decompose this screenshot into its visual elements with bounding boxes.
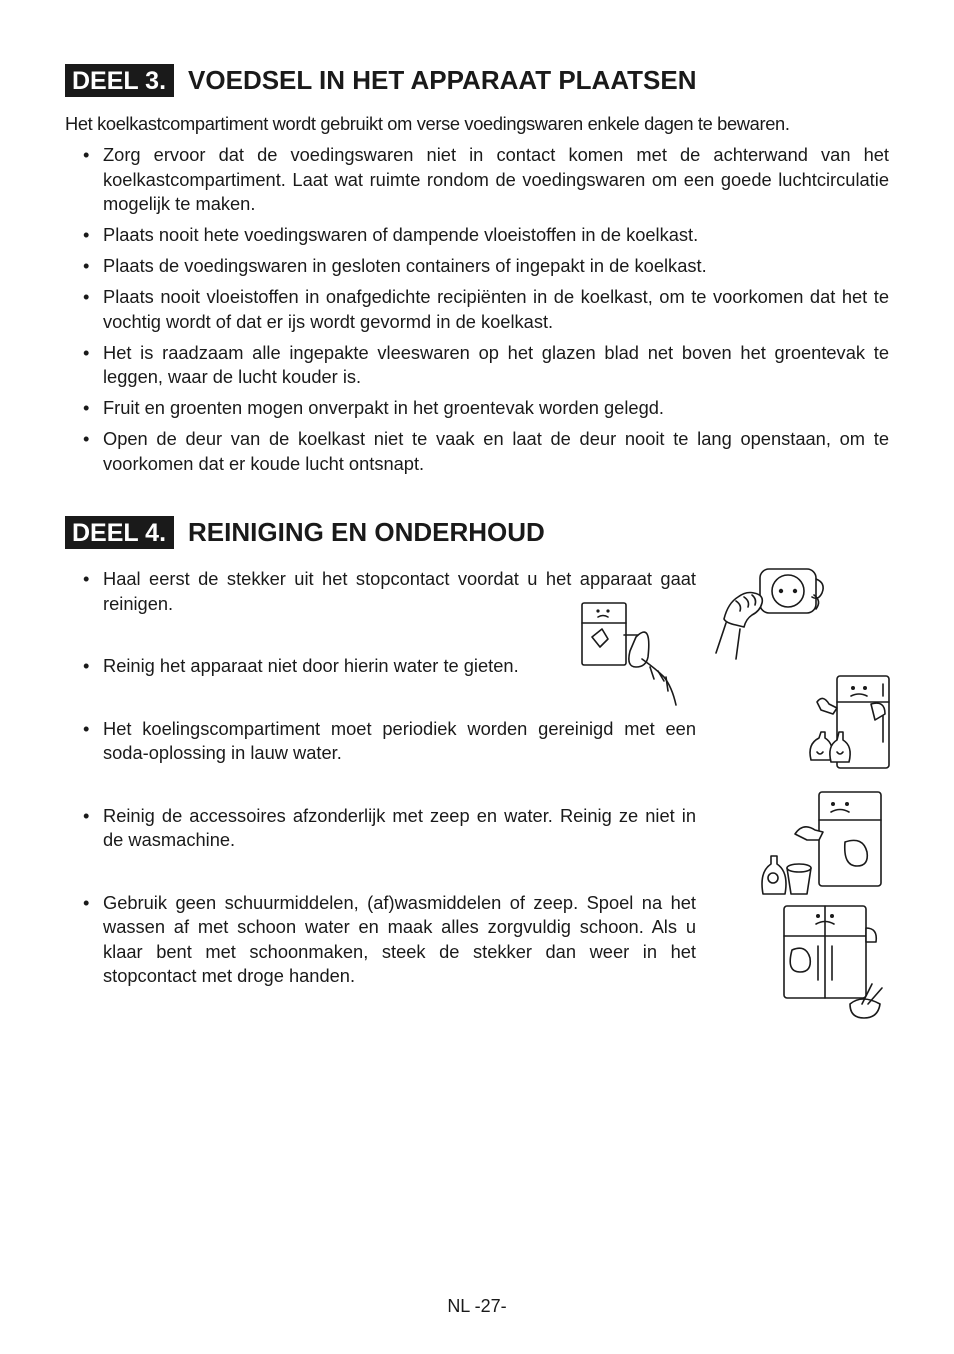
section-3-badge: DEEL 3.	[65, 64, 174, 97]
unplug-illustration	[712, 565, 834, 661]
list-item-text: Gebruik geen schuurmiddelen, (af)wasmiddelen of zeep. Spoel na het wassen af met schoon water en maak alles zorgvuldig schoon. Als u klaar bent met schoonmaken, steek de stekker dan weer in het stopcontact met droge handen.	[103, 891, 696, 986]
bullet-icon: •	[83, 397, 90, 418]
fridge-wash-illustration	[757, 790, 885, 900]
bullet-icon: •	[83, 655, 90, 676]
bullet-icon: •	[83, 144, 90, 165]
list-item-text: Plaats de voedingswaren in gesloten containers of ingepakt in de koelkast.	[103, 255, 707, 276]
list-item-text: Plaats nooit vloeistoffen in onafgedichte recipiënten in de koelkast, om te voorkomen dat het te vochtig wordt of dat er ijs wordt gevormd in de koelkast.	[103, 286, 889, 332]
fridge-dry-illustration	[778, 900, 896, 1022]
list-item	[65, 223, 889, 248]
list-item	[65, 254, 889, 279]
bullet-icon: •	[83, 804, 90, 826]
bullet-icon: •	[83, 286, 90, 307]
list-item-text: Open de deur van de koelkast niet te vaak en laat de deur nooit te lang openstaan, om te voorkomen dat er koude lucht ontsnapt.	[103, 428, 889, 474]
list-item	[65, 804, 696, 853]
list-item	[65, 143, 889, 217]
page-number: NL -27-	[447, 1296, 507, 1316]
section-4-badge: DEEL 4.	[65, 516, 174, 549]
section-3-heading	[65, 64, 697, 97]
section-3-intro: Het koelkastcompartiment wordt gebruikt om verse voedingswaren enkele dagen te bewaren.	[65, 113, 790, 134]
section-3-title: VOEDSEL IN HET APPARAAT PLAATSEN	[188, 65, 697, 95]
list-item-text: Zorg ervoor dat de voedingswaren niet in contact komen met de achterwand van het koelkastcompartiment. Laat wat ruimte rondom de voedingswaren om een goede luchtcirculatie mogelijk te maken.	[103, 144, 889, 214]
list-item	[65, 891, 696, 989]
bullet-icon: •	[83, 891, 90, 913]
list-item-text: Het is raadzaam alle ingepakte vleeswaren op het glazen blad net boven het groentevak te leggen, waar de lucht kouder is.	[103, 341, 889, 387]
list-item	[65, 427, 889, 476]
bullet-icon: •	[83, 717, 90, 739]
bullet-icon: •	[83, 255, 90, 276]
section-4-heading	[65, 516, 545, 549]
section-3-list	[65, 143, 889, 483]
no-water-illustration	[578, 597, 694, 707]
bullet-icon: •	[83, 428, 90, 449]
list-item	[65, 396, 889, 421]
bullet-icon: •	[83, 341, 90, 363]
list-item-text: Plaats nooit hete voedingswaren of dampende vloeistoffen in de koelkast.	[103, 224, 699, 245]
list-item-text: Reinig het apparaat niet door hierin water te gieten.	[103, 655, 519, 676]
bullet-icon: •	[83, 568, 90, 589]
bullet-icon: •	[83, 224, 90, 245]
section-4-title: REINIGING EN ONDERHOUD	[188, 517, 545, 547]
fridge-cleaning-illustration	[805, 672, 893, 786]
list-item	[65, 285, 889, 334]
list-item	[65, 717, 696, 766]
list-item-text: Reinig de accessoires afzonderlijk met zeep en water. Reinig ze niet in de wasmachine.	[103, 804, 696, 850]
list-item-text: Haal eerst de stekker uit het stopcontact voordat u het apparaat gaat reinigen.	[103, 568, 696, 614]
list-item-text: Het koelingscompartiment moet periodiek worden gereinigd met een soda-oplossing in lauw water.	[103, 717, 696, 763]
list-item	[65, 341, 889, 390]
list-item-text: Fruit en groenten mogen onverpakt in het groentevak worden gelegd.	[103, 397, 664, 418]
